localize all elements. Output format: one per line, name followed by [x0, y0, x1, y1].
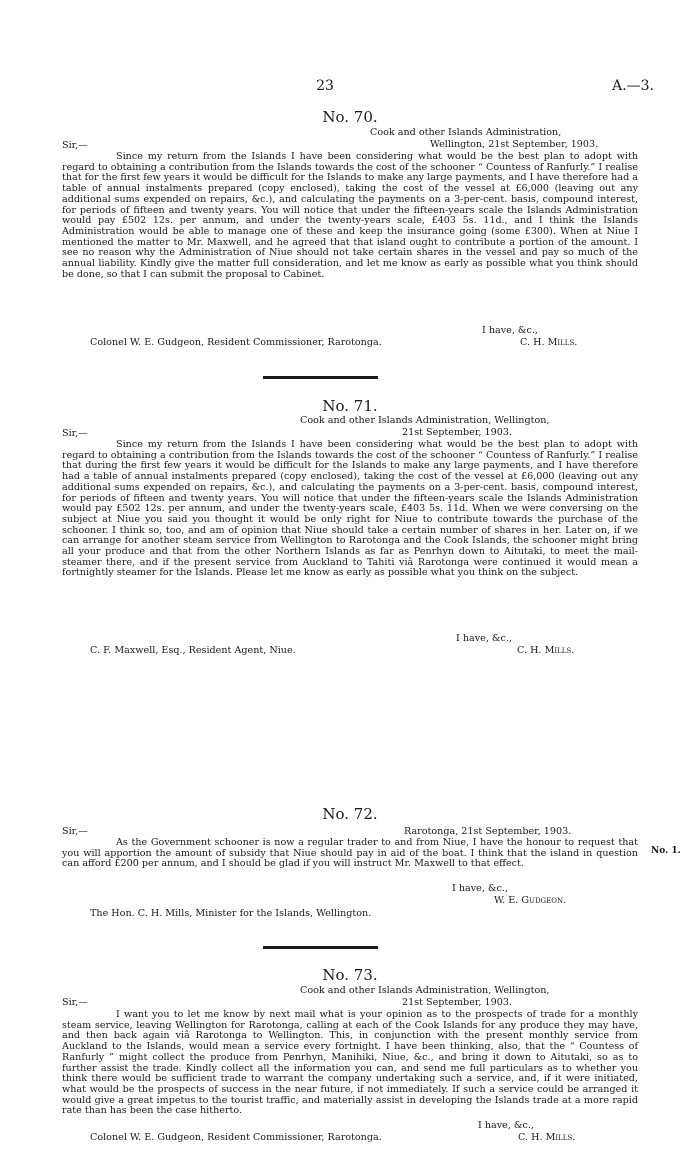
letter-number: No. 73. [322, 966, 378, 984]
page-number: 23 [316, 78, 334, 94]
letter-address: Cook and other Islands Administration, Wellington, [300, 985, 550, 996]
letter-address: Cook and other Islands Administration, [370, 127, 562, 138]
letter-recipient: The Hon. C. H. Mills, Minister for the Islands, Wellington. [90, 908, 372, 919]
section-divider [263, 376, 378, 379]
letter-signature: W. E. Gudgeon. [494, 895, 567, 906]
letter-body: I want you to let me know by next mail what is your opinion as to the prospects of trade for a monthly steam service, leaving Wellington for Rarotonga, calling at each of the Cook Islands for any produce they may have, and then back again viâ Rarotonga to Wellington. This, in conjunction with the present monthly service from Auckland to the Islands, would mean a service every fortnight. I have been thinking, also, that the “ Countess of Ranfurly ” might collect the produce from Penrhyn, Manihiki, Niue, &c., and bring it down to Aitutaki, so as to further assist the trade. Kindly collect all the information you can, and send me full particulars as to whether you think there would be sufficient trade to warrant the company undertaking such a service, and, if it were initiated, what would be the prospects of success in the near future, if not immediately. If such a service could be arranged it would give a great impetus to the tourist traffic, and materially assist in developing the Islands trade at a more rapid rate than has been the case hitherto. [62, 1009, 638, 1117]
salutation: Sir,— [62, 997, 88, 1008]
salutation: Sir,— [62, 428, 88, 439]
document-reference: A.—3. [612, 78, 654, 94]
letter-body: As the Government schooner is now a regular trader to and from Niue, I have the honour to request that you will apportion the amount of subsidy that Niue should pay in aid of the boat. I think that the island in question can afford £200 per annum, and I should be glad if you will instruct Mr. Maxwell to that effect. [62, 837, 638, 870]
letter-body: Since my return from the Islands I have been considering what would be the best plan to adopt with regard to obtaining a contribution from the Islands towards the cost of the schooner “ Countess of Ranfurly.” I realise that during the first few years it would be difficult for the Islands to make any large payments, and I have therefore had a table of annual instalments prepared (copy enclosed), taking the cost of the vessel at £6,000 (leaving out any additional sums expended on repairs, &c.), and calculating the payments on a 3-per-cent. basis, compound interest, for periods of fifteen and twenty years. You will notice that under the fifteen-years scale the Islands Administration would pay £502 12s. per annum, and under the twenty-years scale, £403 5s. 11d. When we were conversing on the subject at Niue you said you thought it would be only right for Niue to contribute towards the purchase of the schooner. I think so, too, and am of opinion that Niue should take a certain number of shares in her. Later on, if we can arrange for another steam service from Wellington to Rarotonga and the Cook Islands, the schooner might bring all your produce and that from the other Northern Islands as far as Penrhyn down to Aitutaki, to meet the mail-steamer there, and if the present service from Auckland to Tahiti viâ Rarotonga were continued it would mean a fortnightly steamer for the Islands. Please let me know as early as possible what you think on the subject. [62, 439, 638, 579]
letter-date: Wellington, 21st September, 1903. [430, 139, 599, 150]
letter-address: Rarotonga, 21st September, 1903. [404, 826, 572, 837]
section-divider [263, 946, 378, 949]
salutation: Sir,— [62, 140, 88, 151]
letter-body: Since my return from the Islands I have been considering what would be the best plan to adopt with regard to obtaining a contribution from the Islands towards the cost of the schooner “ Countess of Ranfurly.” I realise that for the first few years it would be difficult for the Islands to make any large payments, and I have therefore had a table of annual instalments prepared (copy enclosed), taking the cost of the vessel at £6,000 (leaving out any additional sums expended on repairs, &c.), and calculating the payments on a 3-per-cent. basis, compound interest, for periods of fifteen and twenty years. You will notice that under the fifteen-years scale the Islands Administration would pay £502 12s. per annum, and under the twenty-years scale, £403 5s. 11d., and I think the Islands Administration would be able to manage one of these and keep the insurance going (some £300). When at Niue I mentioned the matter to Mr. Maxwell, and he agreed that that island ought to contribute a portion of the amount. I see no reason why the Administration of Niue should not take certain shares in the vessel and pay so much of the annual liability. Kindly give the matter full consideration, and let me know as early as possible what you think should be done, so that I can submit the proposal to Cabinet. [62, 151, 638, 280]
letter-closing: I have, &c., [456, 633, 512, 644]
letter-date: 21st September, 1903. [402, 997, 512, 1008]
letter-closing: I have, &c., [452, 883, 508, 894]
letter-number: No. 72. [322, 805, 378, 823]
margin-note: No. 1. [651, 846, 681, 856]
letter-address: Cook and other Islands Administration, Wellington, [300, 415, 550, 426]
letter-recipient: Colonel W. E. Gudgeon, Resident Commissioner, Rarotonga. [90, 1132, 382, 1143]
letter-date: 21st September, 1903. [402, 427, 512, 438]
salutation: Sir,— [62, 826, 88, 837]
letter-signature: C. H. Mills. [518, 1132, 576, 1143]
letter-recipient: Colonel W. E. Gudgeon, Resident Commissioner, Rarotonga. [90, 337, 382, 348]
letter-signature: C. H. Mills. [520, 337, 578, 348]
letter-closing: I have, &c., [478, 1120, 534, 1131]
letter-signature: C. H. Mills. [517, 645, 575, 656]
letter-number: No. 70. [322, 108, 378, 126]
letter-closing: I have, &c., [482, 325, 538, 336]
letter-number: No. 71. [322, 397, 378, 415]
letter-recipient: C. F. Maxwell, Esq., Resident Agent, Niue. [90, 645, 296, 656]
